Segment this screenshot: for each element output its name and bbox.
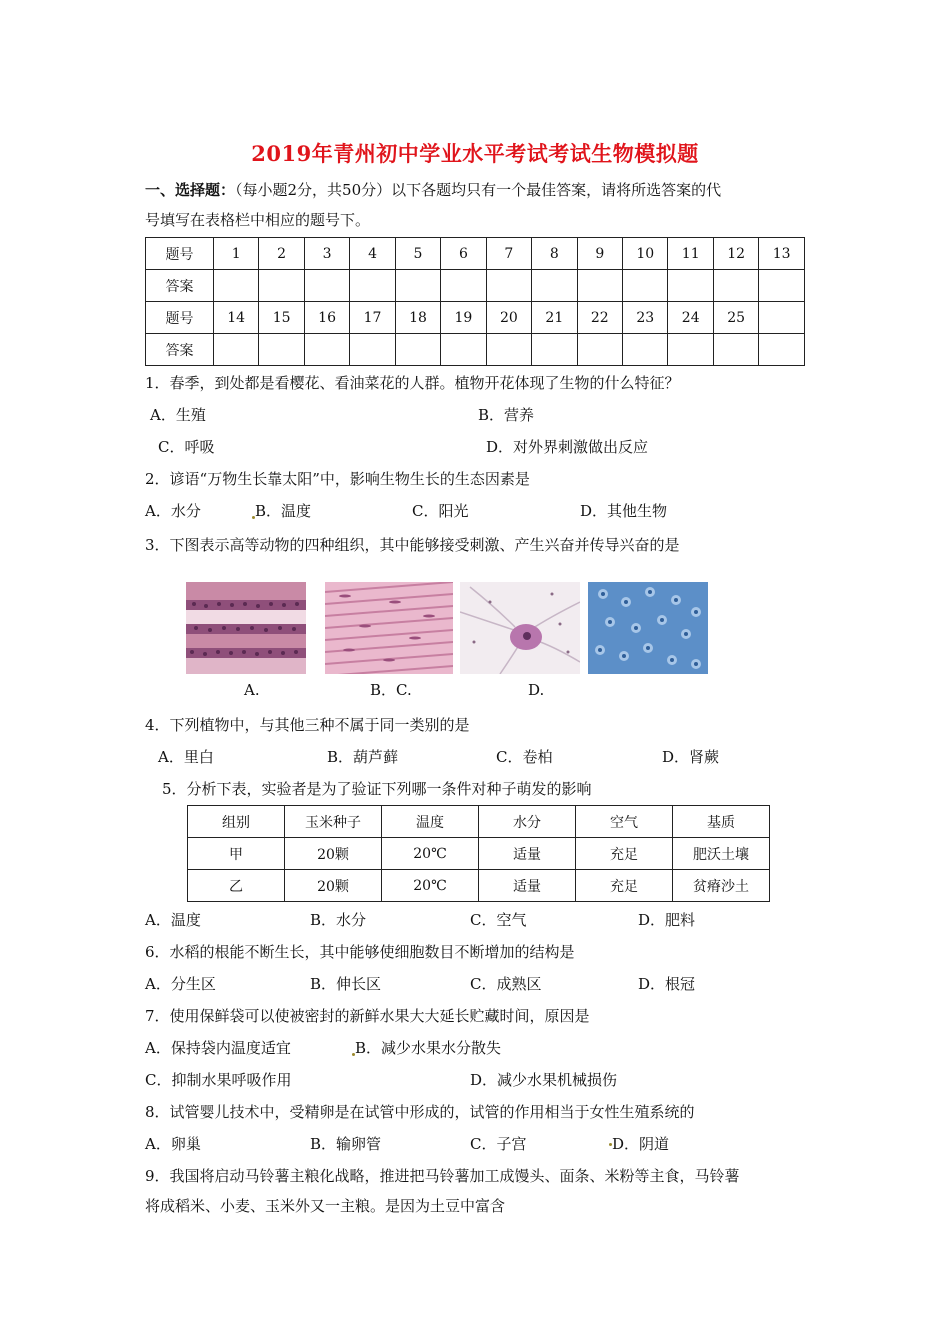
- q2-option-a: A．水分: [145, 502, 201, 520]
- answer-table-row: [146, 302, 805, 334]
- answer-table-row-head: 题号: [146, 302, 214, 334]
- answer-table-cell: [486, 270, 531, 302]
- answer-table-cell: [668, 334, 713, 366]
- q8-option-d: D．阴道: [612, 1135, 670, 1153]
- answer-table-cell: 5: [395, 238, 440, 270]
- experiment-table-row: [188, 870, 770, 902]
- instruction-line-2: 号填写在表格栏中相应的题号下。: [145, 211, 371, 229]
- experiment-table-cell: 贫瘠沙土: [673, 870, 770, 902]
- answer-table-cell: 12: [713, 238, 758, 270]
- q6-option-d: D．根冠: [638, 975, 696, 993]
- answer-table-cell: 22: [577, 302, 622, 334]
- answer-table-cell: [441, 334, 486, 366]
- experiment-table: [187, 805, 770, 902]
- answer-table-cell: 13: [759, 238, 805, 270]
- answer-table-cell: [395, 334, 440, 366]
- answer-table-cell: 2: [259, 238, 304, 270]
- answer-table-cell: [759, 270, 805, 302]
- answer-table-cell: 4: [350, 238, 395, 270]
- q8-option-c: C．子宫: [470, 1135, 527, 1153]
- answer-table-cell: [623, 334, 668, 366]
- answer-table-cell: 21: [532, 302, 577, 334]
- answer-table-cell: [304, 334, 349, 366]
- q5-option-c: C．空气: [470, 911, 527, 929]
- answer-table-cell: 6: [441, 238, 486, 270]
- q3-stem: 3．下图表示高等动物的四种组织，其中能够接受刺激、产生兴奋并传导兴奋的是: [145, 536, 680, 554]
- tissue-image-connective: [588, 582, 708, 674]
- q6-option-c: C．成熟区: [470, 975, 542, 993]
- experiment-table-header: 玉米种子: [285, 806, 382, 838]
- answer-table-cell: [259, 334, 304, 366]
- experiment-table-header: 组别: [188, 806, 285, 838]
- answer-table-cell: 11: [668, 238, 713, 270]
- experiment-table-header: 温度: [382, 806, 479, 838]
- experiment-table-cell: 适量: [479, 870, 576, 902]
- answer-table-cell: 10: [623, 238, 668, 270]
- q3-label-a: A.: [244, 681, 260, 699]
- answer-table-cell: [304, 270, 349, 302]
- q4-stem: 4．下列植物中，与其他三种不属于同一类别的是: [145, 716, 470, 734]
- answer-table-cell: 23: [623, 302, 668, 334]
- experiment-table-cell: 肥沃土壤: [673, 838, 770, 870]
- q7-option-c: C．抑制水果呼吸作用: [145, 1071, 292, 1089]
- answer-table-cell: [577, 270, 622, 302]
- answer-table-cell: 8: [532, 238, 577, 270]
- tissue-image-nerve: [460, 582, 580, 674]
- answer-table-cell: 14: [213, 302, 258, 334]
- answer-table-cell: 18: [395, 302, 440, 334]
- answer-table: [145, 237, 805, 366]
- experiment-table-cell: 20颗: [285, 838, 382, 870]
- answer-table-cell: [713, 270, 758, 302]
- q1-option-a: A．生殖: [150, 406, 206, 424]
- answer-table-cell: 7: [486, 238, 531, 270]
- q4-option-c: C．卷柏: [496, 748, 553, 766]
- answer-table-cell: 19: [441, 302, 486, 334]
- experiment-table-cell: 20颗: [285, 870, 382, 902]
- answer-table-cell: 9: [577, 238, 622, 270]
- answer-table-cell: [759, 334, 805, 366]
- experiment-table-header: 空气: [576, 806, 673, 838]
- experiment-table-cell: 充足: [576, 870, 673, 902]
- q5-option-b: B．水分: [310, 911, 367, 929]
- answer-table-cell: [213, 270, 258, 302]
- q2-option-d: D．其他生物: [580, 502, 668, 520]
- answer-table-cell: 3: [304, 238, 349, 270]
- answer-table-cell: [259, 270, 304, 302]
- answer-table-cell: 1: [213, 238, 258, 270]
- q3-label-bc: B．C.: [370, 681, 412, 699]
- q7-stem: 7．使用保鲜袋可以使被密封的新鲜水果大大延长贮藏时间，原因是: [145, 1007, 590, 1025]
- q7-option-b: B．减少水果水分散失: [355, 1039, 502, 1057]
- experiment-table-cell: 乙: [188, 870, 285, 902]
- q9-stem-line-1: 9．我国将启动马铃薯主粮化战略，推进把马铃薯加工成馒头、面条、米粉等主食，马铃薯: [145, 1167, 740, 1185]
- answer-table-cell: 20: [486, 302, 531, 334]
- answer-table-row: [146, 334, 805, 366]
- answer-table-cell: [532, 334, 577, 366]
- section-label: 一、选择题：: [145, 181, 236, 199]
- q1-option-b: B．营养: [478, 406, 535, 424]
- q5-option-d: D．肥料: [638, 911, 696, 929]
- answer-table-cell: 15: [259, 302, 304, 334]
- answer-table-cell: [623, 270, 668, 302]
- q4-option-a: A．里白: [158, 748, 214, 766]
- q5-option-a: A．温度: [145, 911, 201, 929]
- experiment-table-row: [188, 838, 770, 870]
- answer-table-cell: [486, 334, 531, 366]
- q3-label-d: D.: [528, 681, 545, 699]
- answer-table-cell: [532, 270, 577, 302]
- answer-table-row: [146, 238, 805, 270]
- answer-table-cell: [577, 334, 622, 366]
- experiment-table-cell: 充足: [576, 838, 673, 870]
- q2-option-c: C．阳光: [412, 502, 469, 520]
- q1-option-c: C．呼吸: [158, 438, 215, 456]
- q7-option-d: D．减少水果机械损伤: [470, 1071, 618, 1089]
- section-instruction: [145, 180, 721, 200]
- instruction-line-1: （每小题2分，共50分）以下各题均只有一个最佳答案，请将所选答案的代: [235, 181, 722, 199]
- q4-option-b: B．葫芦藓: [327, 748, 399, 766]
- q8-stem: 8．试管婴儿技术中，受精卵是在试管中形成的，试管的作用相当于女性生殖系统的: [145, 1103, 695, 1121]
- answer-table-cell: [213, 334, 258, 366]
- answer-table-row-head: 答案: [146, 270, 214, 302]
- q6-option-b: B．伸长区: [310, 975, 382, 993]
- answer-table-cell: 17: [350, 302, 395, 334]
- answer-table-row-head: 题号: [146, 238, 214, 270]
- q9-stem-line-2: 将成稻米、小麦、玉米外又一主粮。是因为土豆中富含: [145, 1197, 506, 1215]
- experiment-table-header: 水分: [479, 806, 576, 838]
- tissue-image-muscle: [325, 582, 453, 674]
- answer-table-cell: [441, 270, 486, 302]
- experiment-table-header: 基质: [673, 806, 770, 838]
- answer-table-cell: [668, 270, 713, 302]
- answer-table-cell: [395, 270, 440, 302]
- q1-stem: 1．春季，到处都是看樱花、看油菜花的人群。植物开花体现了生物的什么特征？: [145, 374, 680, 392]
- experiment-table-cell: 甲: [188, 838, 285, 870]
- q6-stem: 6．水稻的根能不断生长，其中能够使细胞数目不断增加的结构是: [145, 943, 575, 961]
- answer-table-cell: [350, 270, 395, 302]
- experiment-table-cell: 20℃: [382, 838, 479, 870]
- q8-option-b: B．输卵管: [310, 1135, 382, 1153]
- answer-table-cell: [759, 302, 805, 334]
- q4-option-d: D．肾蕨: [662, 748, 720, 766]
- experiment-table-cell: 20℃: [382, 870, 479, 902]
- experiment-table-header-row: [188, 806, 770, 838]
- page-title: 2019年青州初中学业水平考试考试生物模拟题: [251, 141, 699, 166]
- experiment-table-cell: 适量: [479, 838, 576, 870]
- q5-stem: 5．分析下表，实验者是为了验证下列哪一条件对种子萌发的影响: [162, 780, 592, 798]
- q2-option-b: B．温度: [255, 502, 312, 520]
- q7-option-a: A．保持袋内温度适宜: [145, 1039, 291, 1057]
- answer-table-cell: 24: [668, 302, 713, 334]
- answer-table-row: [146, 270, 805, 302]
- answer-table-cell: 16: [304, 302, 349, 334]
- q8-option-a: A．卵巢: [145, 1135, 201, 1153]
- q6-option-a: A．分生区: [145, 975, 216, 993]
- q1-option-d: D．对外界刺激做出反应: [486, 438, 649, 456]
- tissue-image-epithelial: [186, 582, 306, 674]
- q2-stem: 2．谚语“万物生长靠太阳”中，影响生物生长的生态因素是: [145, 470, 530, 488]
- answer-table-cell: 25: [713, 302, 758, 334]
- answer-table-cell: [713, 334, 758, 366]
- answer-table-cell: [350, 334, 395, 366]
- answer-table-row-head: 答案: [146, 334, 214, 366]
